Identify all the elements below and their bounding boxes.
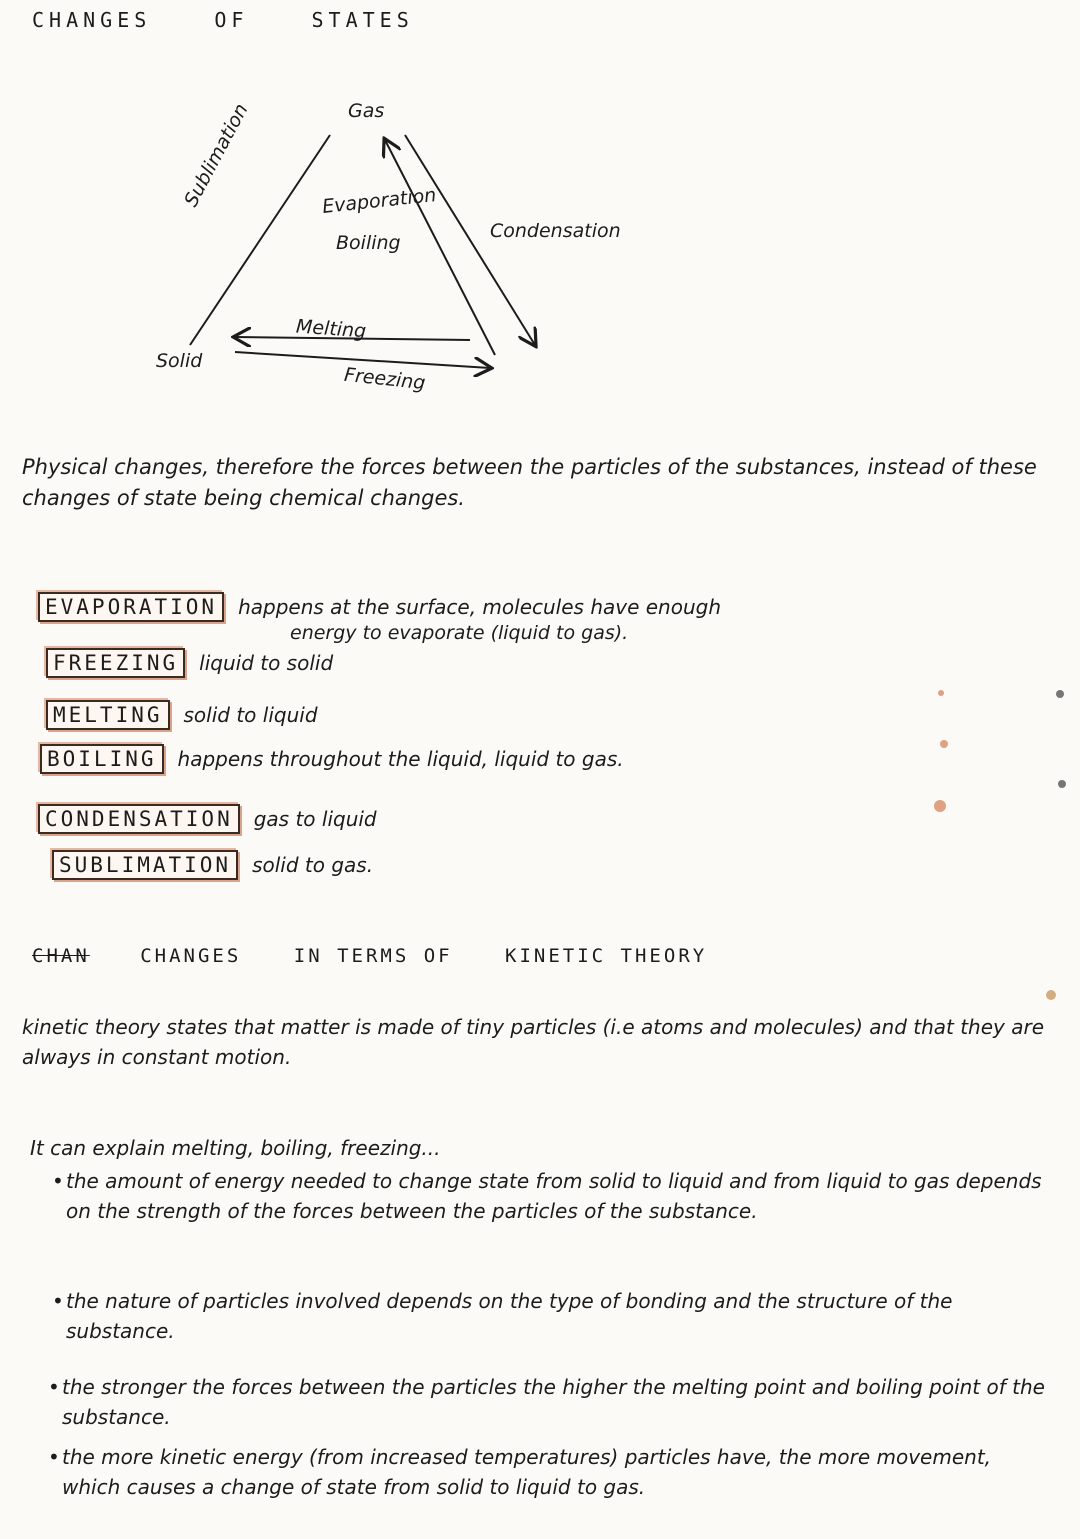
explain-intro-line: It can explain melting, boiling, freezing...: [30, 1136, 441, 1160]
struck-word: CHAN: [32, 945, 90, 967]
bullet-item: • the amount of energy needed to change state from solid to liquid and from liquid to gas depends on the strength of the forces between the particles of the substance.: [66, 1166, 1056, 1226]
ink-stain: [940, 740, 948, 748]
section-heading-kinetic: [32, 945, 707, 967]
ink-stain: [1058, 780, 1066, 788]
term-evaporation: EVAPORATION: [38, 592, 224, 622]
bullet-item: • the nature of particles involved depends on the type of bonding and the structure of the substance.: [66, 1286, 1056, 1346]
freezing-label: Freezing: [343, 363, 427, 395]
def-freezing: liquid to solid: [199, 651, 334, 675]
solid-label: Solid: [156, 350, 203, 372]
bullet-item: • the more kinetic energy (from increased temperatures) particles have, the more movement, which causes a change of state from solid to liquid to gas.: [62, 1442, 1052, 1502]
intro-paragraph: Physical changes, therefore the forces between the particles of the substances, instead of these changes of state being chemical changes.: [22, 455, 1037, 510]
ink-stain: [938, 690, 944, 696]
heading-word-3: KINETIC THEORY: [505, 945, 708, 967]
kinetic-theory-paragraph: kinetic theory states that matter is made of tiny particles (i.e atoms and molecules) and that they are always in constant motion.: [22, 1015, 1045, 1069]
bullet-item: • the stronger the forces between the particles the higher the melting point and boiling point of the substance.: [62, 1372, 1052, 1432]
ink-stain: [1056, 690, 1064, 698]
definition-melting: [46, 700, 318, 730]
definition-boiling: [40, 744, 624, 774]
term-boiling: BOILING: [40, 744, 164, 774]
term-melting: MELTING: [46, 700, 170, 730]
evaporation-label: Evaporation: [321, 184, 438, 218]
def-condensation: gas to liquid: [253, 807, 377, 831]
term-sublimation: SUBLIMATION: [52, 850, 238, 880]
def-boiling: happens throughout the liquid, liquid to gas.: [177, 747, 624, 771]
def-evaporation-continuation: energy to evaporate (liquid to gas).: [290, 622, 629, 644]
title-word-2: OF: [214, 8, 249, 32]
condensation-label: Condensation: [490, 220, 621, 242]
title-word-3: STATES: [311, 8, 414, 32]
sublimation-label: Sublimation: [180, 99, 253, 211]
gas-label: Gas: [348, 100, 385, 122]
ink-stain: [1046, 990, 1056, 1000]
term-freezing: FREEZING: [46, 648, 185, 678]
evaporation-arrow: [385, 140, 495, 355]
def-sublimation: solid to gas.: [252, 853, 374, 877]
definition-condensation: [38, 804, 377, 834]
heading-word-1: CHANGES: [140, 945, 242, 967]
ink-stain: [934, 800, 946, 812]
definition-freezing: [46, 648, 333, 678]
term-condensation: CONDENSATION: [38, 804, 240, 834]
melting-label: Melting: [295, 315, 367, 343]
title-word-1: CHANGES: [32, 8, 152, 32]
def-melting: solid to liquid: [183, 703, 318, 727]
heading-word-2: IN TERMS OF: [293, 945, 453, 967]
definition-evaporation: [38, 592, 721, 622]
def-evaporation: happens at the surface, molecules have enough: [238, 595, 722, 619]
boiling-label: Boiling: [336, 232, 401, 254]
definition-sublimation: [52, 850, 373, 880]
